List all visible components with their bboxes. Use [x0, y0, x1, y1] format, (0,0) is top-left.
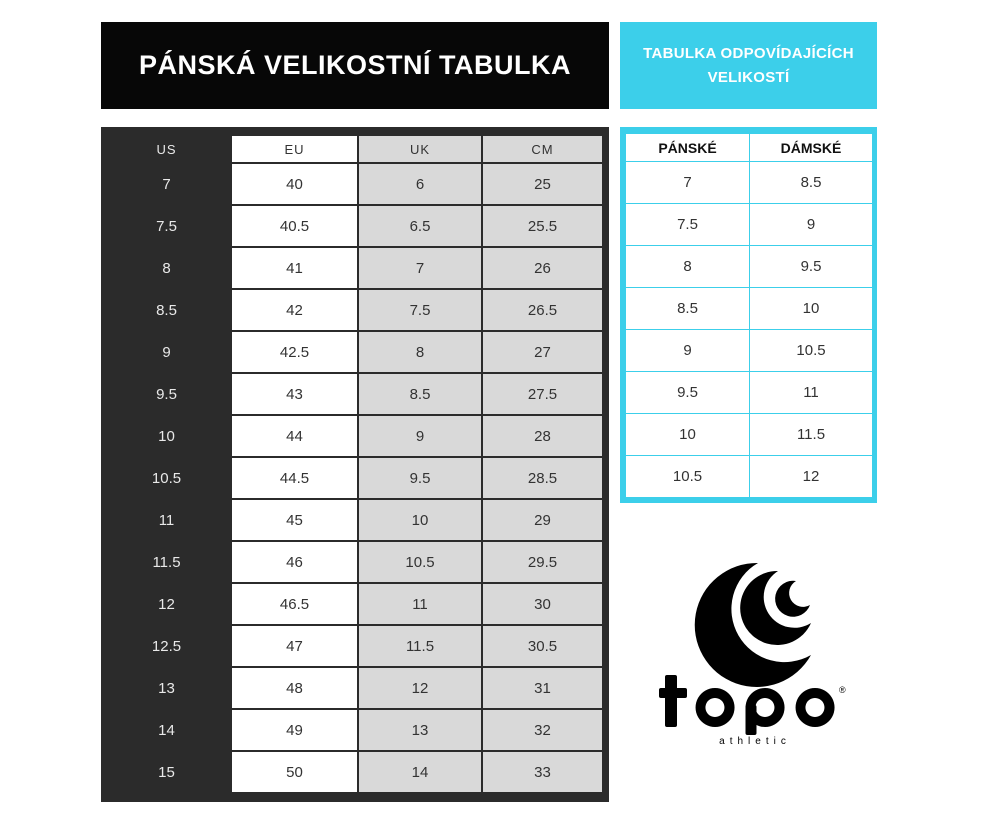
- eu-size-cell: 48: [231, 667, 358, 709]
- cm-size-cell: 25.5: [482, 205, 603, 247]
- eu-size-cell: 43: [231, 373, 358, 415]
- women-size-cell: 10.5: [750, 330, 873, 372]
- uk-size-cell: 10: [358, 499, 482, 541]
- table-row: [102, 667, 603, 709]
- us-size-cell: 8.5: [102, 289, 231, 331]
- uk-size-cell: 8.5: [358, 373, 482, 415]
- eu-size-cell: 44: [231, 415, 358, 457]
- cm-size-cell: 28.5: [482, 457, 603, 499]
- table-row: [102, 499, 603, 541]
- us-size-cell: 11.5: [102, 541, 231, 583]
- men-size-table: [101, 134, 604, 794]
- uk-size-cell: 9.5: [358, 457, 482, 499]
- table-row: [102, 457, 603, 499]
- table-header-row: [102, 135, 603, 163]
- registered-mark: ®: [839, 685, 846, 695]
- men-size-cell: 10: [626, 414, 750, 456]
- header-women: DÁMSKÉ: [750, 134, 873, 162]
- table-header-row: [626, 134, 873, 162]
- equivalent-size-table-body: [626, 162, 873, 498]
- us-size-cell: 14: [102, 709, 231, 751]
- women-size-cell: 9.5: [750, 246, 873, 288]
- table-row: [626, 204, 873, 246]
- uk-size-cell: 6: [358, 163, 482, 205]
- women-size-cell: 9: [750, 204, 873, 246]
- table-row: [102, 163, 603, 205]
- eu-size-cell: 46: [231, 541, 358, 583]
- uk-size-cell: 7: [358, 247, 482, 289]
- table-row: [626, 288, 873, 330]
- women-size-cell: 8.5: [750, 162, 873, 204]
- table-row: [102, 709, 603, 751]
- header-men: PÁNSKÉ: [626, 134, 750, 162]
- eu-size-cell: 46.5: [231, 583, 358, 625]
- eu-size-cell: 50: [231, 751, 358, 793]
- us-size-cell: 7: [102, 163, 231, 205]
- cm-size-cell: 26: [482, 247, 603, 289]
- uk-size-cell: 13: [358, 709, 482, 751]
- page-title: PÁNSKÁ VELIKOSTNÍ TABULKA: [101, 22, 609, 109]
- us-size-cell: 15: [102, 751, 231, 793]
- table-row: [626, 456, 873, 498]
- table-row: [102, 751, 603, 793]
- uk-size-cell: 6.5: [358, 205, 482, 247]
- us-size-cell: 10: [102, 415, 231, 457]
- women-size-cell: 11: [750, 372, 873, 414]
- header-cm: CM: [482, 135, 603, 163]
- table-row: [102, 625, 603, 667]
- moon-icon-small: [775, 581, 810, 617]
- us-size-cell: 9.5: [102, 373, 231, 415]
- cm-size-cell: 27.5: [482, 373, 603, 415]
- eu-size-cell: 40.5: [231, 205, 358, 247]
- table-row: [626, 414, 873, 456]
- cm-size-cell: 29: [482, 499, 603, 541]
- us-size-cell: 9: [102, 331, 231, 373]
- us-size-cell: 10.5: [102, 457, 231, 499]
- table-row: [102, 373, 603, 415]
- men-size-table-panel: [101, 127, 609, 802]
- eu-size-cell: 42.5: [231, 331, 358, 373]
- eu-size-cell: 42: [231, 289, 358, 331]
- uk-size-cell: 9: [358, 415, 482, 457]
- table-row: [102, 415, 603, 457]
- header-eu: EU: [231, 135, 358, 163]
- eu-size-cell: 47: [231, 625, 358, 667]
- uk-size-cell: 7.5: [358, 289, 482, 331]
- topo-logo-mark: [655, 555, 855, 750]
- header-uk: UK: [358, 135, 482, 163]
- table-row: [626, 372, 873, 414]
- us-size-cell: 8: [102, 247, 231, 289]
- uk-size-cell: 8: [358, 331, 482, 373]
- table-row: [102, 289, 603, 331]
- uk-size-cell: 12: [358, 667, 482, 709]
- men-size-table-body: [102, 163, 603, 793]
- men-size-cell: 8.5: [626, 288, 750, 330]
- equivalent-size-table-panel: [620, 127, 877, 503]
- women-size-cell: 12: [750, 456, 873, 498]
- men-size-cell: 9.5: [626, 372, 750, 414]
- cm-size-cell: 31: [482, 667, 603, 709]
- cm-size-cell: 30: [482, 583, 603, 625]
- eu-size-cell: 45: [231, 499, 358, 541]
- cm-size-cell: 27: [482, 331, 603, 373]
- uk-size-cell: 10.5: [358, 541, 482, 583]
- men-size-cell: 7: [626, 162, 750, 204]
- equivalent-size-table: [625, 133, 873, 498]
- table-row: [626, 330, 873, 372]
- us-size-cell: 12.5: [102, 625, 231, 667]
- eu-size-cell: 44.5: [231, 457, 358, 499]
- table-row: [102, 331, 603, 373]
- men-size-cell: 10.5: [626, 456, 750, 498]
- cm-size-cell: 25: [482, 163, 603, 205]
- men-size-cell: 9: [626, 330, 750, 372]
- cm-size-cell: 26.5: [482, 289, 603, 331]
- eu-size-cell: 40: [231, 163, 358, 205]
- men-size-cell: 8: [626, 246, 750, 288]
- cm-size-cell: 30.5: [482, 625, 603, 667]
- table-row: [102, 583, 603, 625]
- logo-tagline: athletic: [719, 736, 791, 747]
- cm-size-cell: 33: [482, 751, 603, 793]
- men-size-cell: 7.5: [626, 204, 750, 246]
- topo-athletic-logo: [655, 555, 855, 750]
- us-size-cell: 11: [102, 499, 231, 541]
- table-row: [626, 162, 873, 204]
- uk-size-cell: 11.5: [358, 625, 482, 667]
- header-us: US: [102, 135, 231, 163]
- cm-size-cell: 32: [482, 709, 603, 751]
- eu-size-cell: 41: [231, 247, 358, 289]
- us-size-cell: 13: [102, 667, 231, 709]
- table-row: [102, 247, 603, 289]
- eu-size-cell: 49: [231, 709, 358, 751]
- uk-size-cell: 14: [358, 751, 482, 793]
- side-title: TABULKA ODPOVÍDAJÍCÍCH VELIKOSTÍ: [620, 22, 877, 109]
- table-row: [102, 205, 603, 247]
- women-size-cell: 11.5: [750, 414, 873, 456]
- table-row: [102, 541, 603, 583]
- us-size-cell: 7.5: [102, 205, 231, 247]
- us-size-cell: 12: [102, 583, 231, 625]
- table-row: [626, 246, 873, 288]
- uk-size-cell: 11: [358, 583, 482, 625]
- women-size-cell: 10: [750, 288, 873, 330]
- cm-size-cell: 29.5: [482, 541, 603, 583]
- cm-size-cell: 28: [482, 415, 603, 457]
